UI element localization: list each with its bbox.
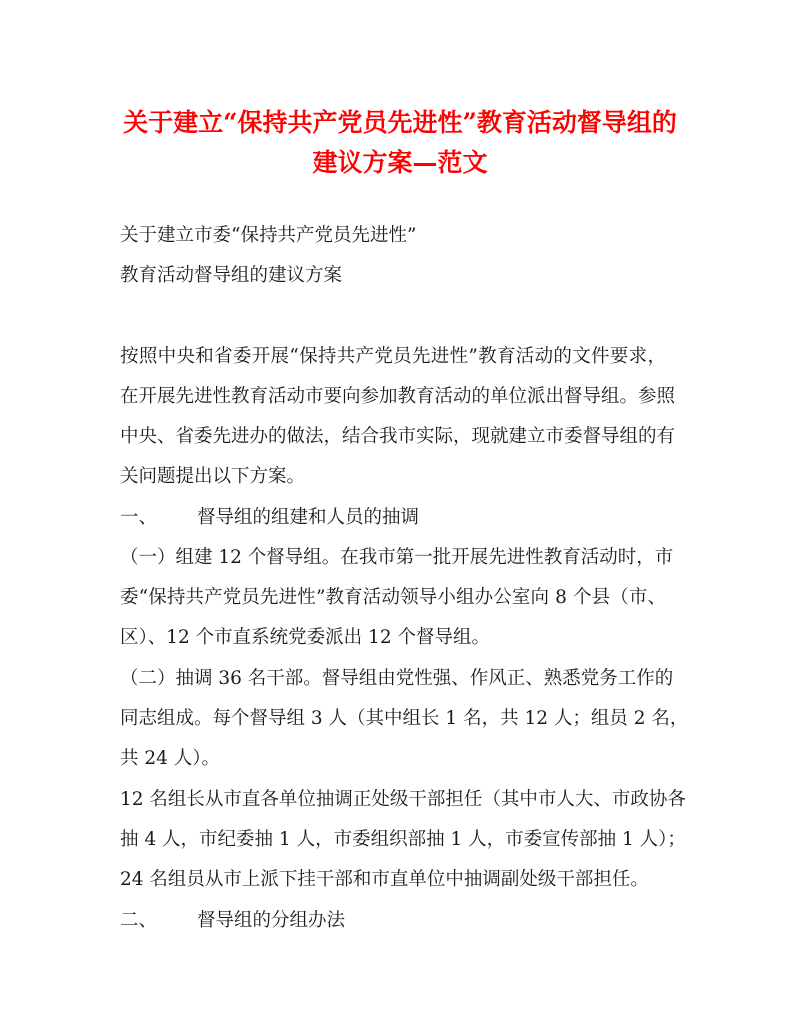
section-number: 二、 bbox=[120, 910, 158, 931]
section-number: 一、 bbox=[120, 507, 158, 528]
item-line: 24 名组员从市上派下挂干部和市直单位中抽调副处级干部担任。 bbox=[120, 869, 649, 890]
section-title: 督导组的组建和人员的抽调 bbox=[197, 507, 420, 528]
paragraph-line: 关问题提出以下方案。 bbox=[120, 466, 306, 487]
item-line: （一）组建 12 个督导组。在我市第一批开展先进性教育活动时，市 bbox=[120, 547, 674, 568]
item-line: 12 名组长从市直各单位抽调正处级干部担任（其中市人大、市政协各 bbox=[120, 789, 686, 810]
subtitle-line-2: 教育活动督导组的建议方案 bbox=[120, 265, 343, 286]
subtitle-line-1: 关于建立市委“保持共产党员先进性” bbox=[120, 225, 417, 246]
paragraph-line: 在开展先进性教育活动市要向参加教育活动的单位派出督导组。参照 bbox=[120, 386, 676, 407]
item-line: 委“保持共产党员先进性”教育活动领导小组办公室向 8 个县（市、 bbox=[120, 587, 666, 608]
paragraph-line: 按照中央和省委开展“保持共产党员先进性”教育活动的文件要求， bbox=[120, 346, 666, 367]
item-line: （二）抽调 36 名干部。督导组由党性强、作风正、熟悉党务工作的 bbox=[120, 668, 674, 689]
document-title-line-1: 关于建立“保持共产党员先进性”教育活动督导组的 bbox=[123, 108, 677, 137]
paragraph-line: 中央、省委先进办的做法，结合我市实际，现就建立市委督导组的有 bbox=[120, 426, 676, 447]
section-heading-1 bbox=[120, 506, 419, 530]
section-heading-2 bbox=[120, 909, 345, 933]
section-title: 督导组的分组办法 bbox=[197, 910, 346, 931]
item-line: 抽 4 人，市纪委抽 1 人，市委组织部抽 1 人，市委宣传部抽 1 人）； bbox=[120, 829, 686, 850]
document-title-line-2: 建议方案—范文 bbox=[312, 148, 488, 177]
item-line: 同志组成。每个督导组 3 人（其中组长 1 名，共 12 人；组员 2 名， bbox=[120, 708, 689, 729]
item-line: 区）、12 个市直系统党委派出 12 个督导组。 bbox=[120, 627, 490, 648]
item-line: 共 24 人）。 bbox=[120, 748, 221, 769]
